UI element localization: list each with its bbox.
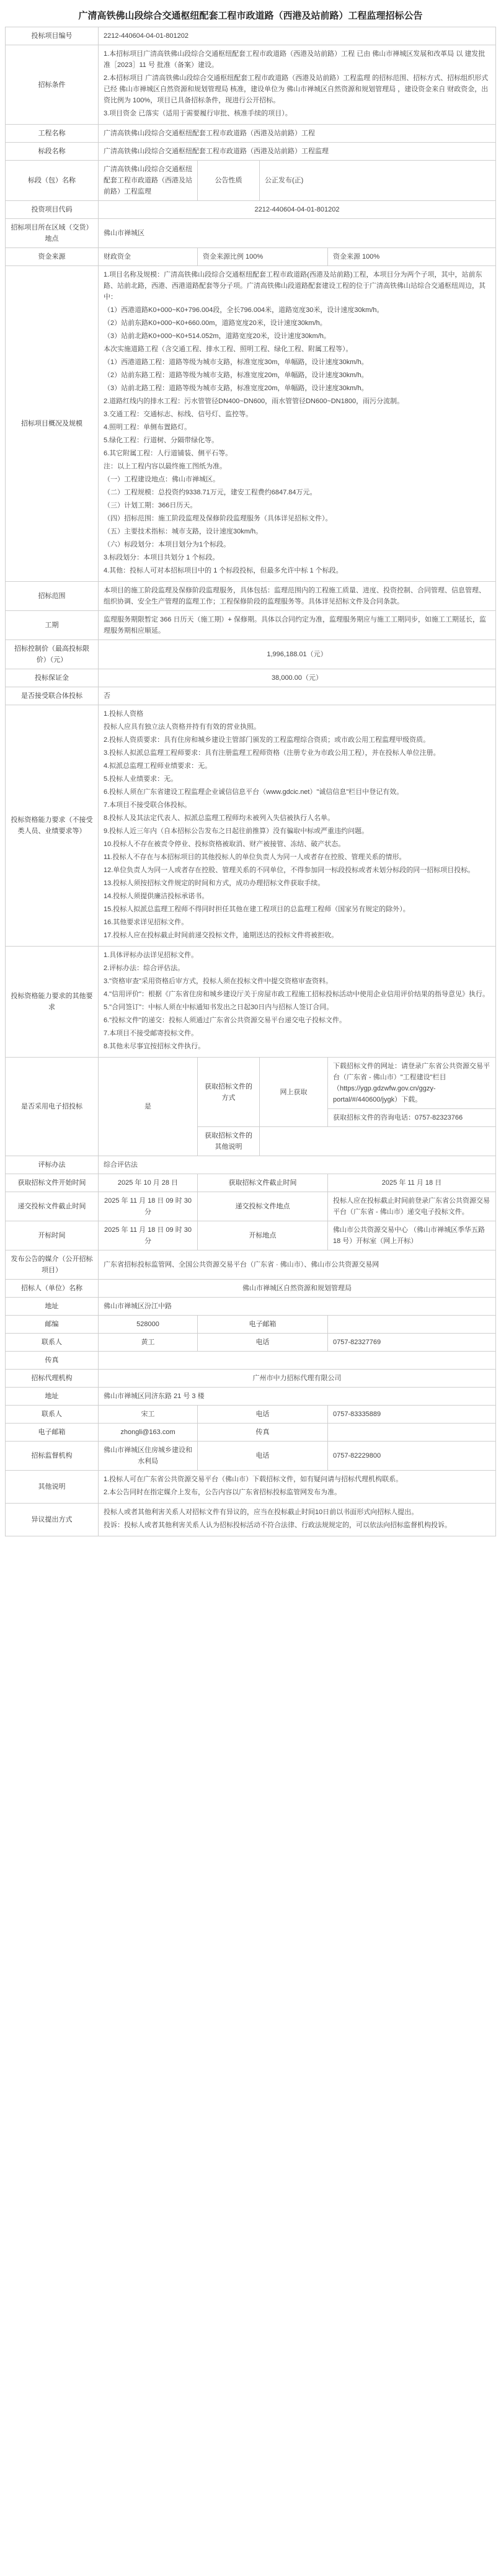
other-req-line: 2.评标办法：综合评估法。 <box>104 965 185 972</box>
row-fund <box>6 248 496 266</box>
qual-line: 10.投标人不存在被责令停业、投标资格被取消、财产被接管、冻结、破产状态。 <box>104 840 345 848</box>
row-objection <box>6 1504 496 1536</box>
page-title: 广清高铁佛山段综合交通枢纽配套工程市政道路（西港及站前路）工程监理招标公告 <box>78 11 423 21</box>
bottom-spacer <box>5 1536 496 1540</box>
label-media: 发布公告的媒介（公开招标项目） <box>6 1250 99 1280</box>
label-scope: 招标范围 <box>6 582 99 611</box>
scale-line: （三）计划工期：366日历天。 <box>104 502 197 509</box>
label-agent-phone: 电话 <box>198 1406 328 1424</box>
label-file-phone: 获取招标文件的咨询电话 <box>333 1114 408 1121</box>
value-agent-fax <box>328 1424 496 1442</box>
label-contact: 联系人 <box>6 1334 99 1352</box>
value-control-price: 1,996,188.01（元） <box>99 640 496 669</box>
label-supervisor-phone: 电话 <box>198 1442 328 1471</box>
value-agent-phone: 0757-83335889 <box>328 1406 496 1424</box>
value-phone: 0757-82327769 <box>328 1334 496 1352</box>
label-control-price: 招标控制价（最高投标限价）（元） <box>6 640 99 669</box>
scale-line: （二）工程规模：总投资约9338.71万元，建安工程费约6847.84万元。 <box>104 489 317 496</box>
row-address <box>6 1298 496 1316</box>
row-joint <box>6 687 496 705</box>
label-open-time: 开标时间 <box>6 1221 99 1250</box>
qual-line: 投标人应具有独立法人资格并持有有效的营业执照。 <box>104 723 260 731</box>
label-fax: 传真 <box>6 1352 99 1370</box>
other-req-line: 3."资格审查"采用资格后审方式，投标人须在投标文件中提交资格审查资料。 <box>104 978 332 985</box>
label-project-code: 投标项目编号 <box>6 27 99 45</box>
row-other-requirements <box>6 947 496 1058</box>
value-contact: 黄工 <box>99 1334 198 1352</box>
row-media <box>6 1250 496 1280</box>
label-address: 地址 <box>6 1298 99 1316</box>
label-get-start: 获取招标文件开始时间 <box>6 1174 99 1192</box>
row-project-name <box>6 125 496 143</box>
note-line: 2.本公告同时在指定媒介上发布，公告内容以广东省招标投标监管网发布为准。 <box>104 1489 342 1496</box>
other-req-line: 1.具体评标办法详见招标文件。 <box>104 952 198 959</box>
scale-line: （3）站前北路K0+000~K0+514.052m，道路宽度20米，设计速度30km/h。 <box>104 332 330 340</box>
label-location: 招标项目所在区域（交货）地点 <box>6 219 99 248</box>
value-tenderer: 佛山市禅城区自然资源和规划管理局 <box>99 1280 496 1298</box>
qual-line: 11.投标人不存在与本招标项目的其他投标人的单位负责人为同一人或者存在控股、管理关系的情形。 <box>104 853 406 861</box>
value-fund-gov: 资金来源 100% <box>328 248 496 266</box>
value-deposit: 38,000.00（元） <box>99 669 496 687</box>
qual-line: 9.投标人近三年内（自本招标公告发布之日起往前推算）没有骗取中标或严重违约问题。 <box>104 827 369 835</box>
label-fund: 资金来源 <box>6 248 99 266</box>
row-agent-address <box>6 1388 496 1406</box>
row-agent-email <box>6 1424 496 1442</box>
qual-line: 6.投标人须在广东省建设工程监理企业诚信信息平台（www.gdcic.net）"诚信信息"栏目中登记有效。 <box>104 788 404 796</box>
row-agent <box>6 1370 496 1388</box>
row-electronic <box>6 1058 496 1109</box>
value-submit-end: 2025 年 11 月 18 日 09 时 30 分 <box>99 1192 198 1221</box>
row-project-code <box>6 27 496 45</box>
scale-line: （六）标段划分：本项目划分为1个标段。 <box>104 541 231 548</box>
value-file-phone: 获取招标文件的咨询电话：0757-82323766 <box>328 1109 496 1127</box>
scale-line: 4.照明工程：单侧布置路灯。 <box>104 424 192 431</box>
label-publish-type: 公告性质 <box>198 161 260 201</box>
qual-line: 16.其他要求详见招标文件。 <box>104 919 188 926</box>
scale-line: （2）站前东路工程：道路等级为城市支路，标准宽度20m，单幅路，设计速度30km/h。 <box>104 372 368 379</box>
qual-line: 17.投标人应在投标截止时间前递交投标文件，逾期送达的投标文件将被拒收。 <box>104 932 339 939</box>
value-scope: 本项目的施工阶段监理及保修阶段监理服务，具体包括：监理范围内的工程施工质量、进度、投资控制、合同管理、信息管理、组织协调、安全生产管理的监理工作；工程保修阶段的监理服务等。具体详见招标文件及合同条款。 <box>99 582 496 611</box>
value-joint: 否 <box>99 687 496 705</box>
row-submit <box>6 1192 496 1221</box>
value-notes <box>99 1471 496 1504</box>
value-get-file: 网上获取 <box>260 1058 328 1127</box>
value-tender: 广清高铁佛山段综合交通枢纽配套工程市政道路（西港及站前路）工程监理 <box>99 161 198 201</box>
label-deposit: 投标保证金 <box>6 669 99 687</box>
label-agent-contact: 联系人 <box>6 1406 99 1424</box>
scale-line: （3）站前北路工程：道路等级为城市支路，标准宽度20m，单幅路，设计速度30km/h。 <box>104 385 368 392</box>
scale-line: 2.道路红线内的排水工程：污水管管径DN400~DN600，雨水管管径DN600~DN1800，雨污分流制。 <box>104 398 404 405</box>
file-phone: 0757-82323766 <box>415 1114 463 1121</box>
qual-line: 3.投标人拟派总监理工程师要求：具有注册监理工程师资格（注册专业为市政公用工程），并在投标人单位注册。 <box>104 749 440 757</box>
row-tender <box>6 161 496 201</box>
scale-line: （1）西港道路K0+000~K0+796.004段，全长796.004米，道路宽度30米，设计速度30km/h。 <box>104 306 384 314</box>
scale-line: （一）工程建设地点：佛山市禅城区。 <box>104 476 219 483</box>
row-scale <box>6 266 496 582</box>
qual-line: 12.单位负责人为同一人或者存在控股、管理关系的不同单位，不得参加同一标段投标或者未划分标段的同一招标项目投标。 <box>104 867 475 874</box>
row-supervisor <box>6 1442 496 1471</box>
value-agent: 广州市中力招标代理有限公司 <box>99 1370 496 1388</box>
scale-line: 本次实施道路工程（含交通工程、排水工程、照明工程、绿化工程、附属工程等）。 <box>104 345 353 353</box>
value-electronic: 是 <box>99 1058 198 1156</box>
value-address: 佛山市禅城区汾江中路 <box>99 1298 496 1316</box>
value-agent-contact: 宋工 <box>99 1406 198 1424</box>
value-period: 监理服务期限暂定 366 日历天（施工期）+ 保修期。具体以合同约定为准，监理服务期应与施工工期同步，如施工工期延长，监理服务期相应顺延。 <box>99 611 496 640</box>
qual-line: 5.投标人业绩要求：无。 <box>104 775 178 783</box>
label-agent-fax: 传真 <box>198 1424 328 1442</box>
label-agent: 招标代理机构 <box>6 1370 99 1388</box>
row-tenderer <box>6 1280 496 1298</box>
value-agent-email: zhongli@163.com <box>99 1424 198 1442</box>
row-qualification <box>6 705 496 947</box>
other-req-line: 4."信用评价"：根据《广东省住房和城乡建设厅关于房屋市政工程施工招标投标活动中使用企业信用评价结果的指导意见》执行。 <box>104 991 489 998</box>
note-line: 1.投标人可在广东省公共资源交易平台（佛山市）下载招标文件，如有疑问请与招标代理机构联系。 <box>104 1476 403 1483</box>
condition-line-3: 3.项目资金 已落实（适用于需要履行审批、核准手续的项目）。 <box>104 110 292 117</box>
label-get-end: 获取招标文件截止时间 <box>198 1174 328 1192</box>
label-supervisor: 招标监督机构 <box>6 1442 99 1471</box>
label-conditions: 招标条件 <box>6 45 99 125</box>
row-notes <box>6 1471 496 1504</box>
qual-line: 1.投标人资格 <box>104 710 144 718</box>
row-tender-name <box>6 143 496 161</box>
row-open <box>6 1221 496 1250</box>
value-bid-method: 综合评估法 <box>99 1156 496 1174</box>
condition-line-1: 1.本招标项目广清高铁佛山段综合交通枢纽配套工程市政道路（西港及站前路）工程 已由 佛山市禅城区发展和改革局 以 建发批准［2023］11 号 批准（备案）建设。 <box>104 50 485 69</box>
row-investment-code <box>6 201 496 219</box>
value-email <box>328 1316 496 1334</box>
value-download-url: 下载招标文件的网址：请登录广东省公共资源交易平台（广东省 - 佛山市）"工程建设"栏目（https://ygp.gdzwfw.gov.cn/ggzy-portal/#/440600/jygk）下载。 <box>328 1058 496 1109</box>
value-supervisor: 佛山市禅城区住房城乡建设和水利局 <box>99 1442 198 1471</box>
value-fund-type: 财政资金 <box>99 248 198 266</box>
label-tender: 标段（包）名称 <box>6 161 99 201</box>
qual-line: 8.投标人及其法定代表人、拟派总监理工程师均未被列入失信被执行人名单。 <box>104 814 335 822</box>
label-electronic: 是否采用电子招投标 <box>6 1058 99 1156</box>
qual-line: 7.本项目不接受联合体投标。 <box>104 801 192 809</box>
label-qualification: 投标资格能力要求（不接受类人员、业绩要求等） <box>6 705 99 947</box>
scale-line: （五）主要技术指标：城市支路，设计速度30km/h。 <box>104 528 263 535</box>
value-project-name: 广清高铁佛山段综合交通枢纽配套工程市政道路（西港及站前路）工程 <box>99 125 496 143</box>
value-other-requirements <box>99 947 496 1058</box>
row-scope <box>6 582 496 611</box>
scale-line: 1.项目名称及规模：广清高铁佛山段综合交通枢纽配套工程市政道路(西港及站前路)工程，本项目分为两个子项，其中，站前东路、站前北路，西港、西港道路配套等分子项。广清高铁佛山段道路配套建设工程的位于广清高铁佛山站综合交通枢纽周边，其中： <box>104 271 485 301</box>
label-email: 电子邮箱 <box>198 1316 328 1334</box>
row-zip <box>6 1316 496 1334</box>
value-fax <box>99 1352 496 1370</box>
label-notes: 其他说明 <box>6 1471 99 1504</box>
scale-line: （四）招标范围：施工阶段监理及保修阶段监理服务（具体详见招标文件）。 <box>104 515 332 522</box>
other-req-line: 7.本项目不接受邮寄投标文件。 <box>104 1030 198 1037</box>
notice-table <box>5 27 496 1536</box>
row-conditions <box>6 45 496 125</box>
label-get-file: 获取招标文件的方式 <box>198 1058 260 1127</box>
value-media: 广东省招标投标监管网、全国公共资源交易平台（广东省 · 佛山市）、佛山市公共资源交易网 <box>99 1250 496 1280</box>
qual-line: 15.投标人拟派总监理工程师不得同时担任其他在建工程项目的总监理工程师（国家另有规定的除外）。 <box>104 906 410 913</box>
label-period: 工期 <box>6 611 99 640</box>
value-publish-type: 公正发布(正) <box>260 161 496 201</box>
value-supervisor-phone: 0757-82229800 <box>328 1442 496 1471</box>
scale-line: （1）西港道路工程：道路等级为城市支路，标准宽度30m，单幅路，设计速度30km/h。 <box>104 359 368 366</box>
label-tenderer: 招标人（单位）名称 <box>6 1280 99 1298</box>
value-open-place: 佛山市公共资源交易中心 （佛山市禅城区季华五路 18 号）开标室（网上开标） <box>328 1221 496 1250</box>
row-contact <box>6 1334 496 1352</box>
value-tender-name: 广清高铁佛山段综合交通枢纽配套工程市政道路（西港及站前路）工程监理 <box>99 143 496 161</box>
label-file-other: 获取招标文件的其他说明 <box>198 1127 260 1156</box>
label-investment-code: 投资项目代码 <box>6 201 99 219</box>
value-fund-percent: 资金来源比例 100% <box>198 248 328 266</box>
label-phone: 电话 <box>198 1334 328 1352</box>
label-joint: 是否接受联合体投标 <box>6 687 99 705</box>
label-submit-place: 递交投标文件地点 <box>198 1192 328 1221</box>
value-submit-place: 投标人应在投标截止时间前登录广东省公共资源交易平台（广东省 - 佛山市）递交电子投标文件。 <box>328 1192 496 1221</box>
row-get-time <box>6 1174 496 1192</box>
value-qualification <box>99 705 496 947</box>
scale-line: 3.交通工程：交通标志、标线、信号灯、监控等。 <box>104 411 253 418</box>
label-open-place: 开标地点 <box>198 1221 328 1250</box>
condition-line-2: 2.本招标项目 广清高铁佛山段综合交通枢纽配套工程市政道路（西港及站前路）工程监理 的招标范围、招标方式、招标组织形式已经 佛山市禅城区自然资源和规划管理局 核准，建设单位为 佛山市禅城区自然资源和规划管理局 ，建设资金来自 财政资金，出资比例为 100%，项目已具备招标条件，现进行公开招标。 <box>104 74 489 104</box>
label-bid-method: 评标办法 <box>6 1156 99 1174</box>
label-download: 下载招标文件的网址 <box>333 1063 394 1070</box>
label-tender-name: 标段名称 <box>6 143 99 161</box>
other-req-line: 6."投标文件"的递交：投标人须通过广东省公共资源交易平台递交电子投标文件。 <box>104 1017 346 1024</box>
value-conditions <box>99 45 496 125</box>
row-period <box>6 611 496 640</box>
qual-line: 2.投标人资质要求：具有住房和城乡建设主管部门颁发的工程监理综合资质；或市政公用工程监理甲级资质。 <box>104 736 430 744</box>
value-location: 佛山市禅城区 <box>99 219 496 248</box>
qual-line: 4.拟派总监理工程师业绩要求：无。 <box>104 762 212 770</box>
scale-line: 3.标段划分：本项目共划分 1 个标段。 <box>104 554 219 561</box>
objection-line: 投标人或者其他利害关系人对招标文件有异议的，应当在投标截止时间10日前以书面形式向招标人提出。 <box>104 1509 419 1516</box>
objection-line: 投诉：投标人或者其他利害关系人认为招标投标活动不符合法律、行政法规规定的，可以依法向招标监督机构投诉。 <box>104 1522 451 1529</box>
value-get-end: 2025 年 11 月 18 日 <box>328 1174 496 1192</box>
value-objection <box>99 1504 496 1536</box>
value-open-time: 2025 年 11 月 18 日 09 时 30 分 <box>99 1221 198 1250</box>
label-other-requirements: 投标资格能力要求的其他要求 <box>6 947 99 1058</box>
value-scale <box>99 266 496 582</box>
row-bid-method <box>6 1156 496 1174</box>
download-link[interactable]: 请登录广东省公共资源交易平台（广东省 - 佛山市）"工程建设"栏目（https://ygp.gdzwfw.gov.cn/ggzy-portal/#/440600/jygk）下载。 <box>333 1063 490 1103</box>
other-req-line: 8.其他未尽事宜按招标文件执行。 <box>104 1043 205 1050</box>
value-zip: 528000 <box>99 1316 198 1334</box>
value-project-code: 2212-440604-04-01-801202 <box>99 27 496 45</box>
label-agent-email: 电子邮箱 <box>6 1424 99 1442</box>
label-scale: 招标项目概况及规模 <box>6 266 99 582</box>
scale-line: 6.其它附属工程：人行道铺装、侧平石等。 <box>104 450 233 457</box>
scale-line: 4.其他：投标人可对本招标项目中的 1 个标段投标，但最多允许中标 1 个标段。 <box>104 567 343 574</box>
label-objection: 异议提出方式 <box>6 1504 99 1536</box>
label-project-name: 工程名称 <box>6 125 99 143</box>
value-investment-code: 2212-440604-04-01-801202 <box>99 201 496 219</box>
other-req-line: 5."合同签订"：中标人须在中标通知书发出之日起30日内与招标人签订合同。 <box>104 1004 334 1011</box>
scale-line: （2）站前东路K0+000~K0+660.00m，道路宽度20米，设计速度30km/h。 <box>104 319 327 327</box>
qual-line: 14.投标人须提供廉洁投标承诺书。 <box>104 893 209 900</box>
qual-line: 13.投标人须按招标文件规定的时间和方式，成功办理招标文件获取手续。 <box>104 880 325 887</box>
label-agent-address: 地址 <box>6 1388 99 1406</box>
value-agent-address: 佛山市禅城区同济东路 21 号 3 楼 <box>99 1388 496 1406</box>
label-zip: 邮编 <box>6 1316 99 1334</box>
value-get-start: 2025 年 10 月 28 日 <box>99 1174 198 1192</box>
scale-line: 注：以上工程内容以最终施工图纸为准。 <box>104 463 226 470</box>
scale-line: 5.绿化工程：行道树、分隔带绿化等。 <box>104 437 219 444</box>
label-submit-end: 递交投标文件截止时间 <box>6 1192 99 1221</box>
row-location <box>6 219 496 248</box>
row-deposit <box>6 669 496 687</box>
row-agent-contact <box>6 1406 496 1424</box>
row-control-price <box>6 640 496 669</box>
row-fax <box>6 1352 496 1370</box>
value-file-other <box>260 1127 496 1156</box>
